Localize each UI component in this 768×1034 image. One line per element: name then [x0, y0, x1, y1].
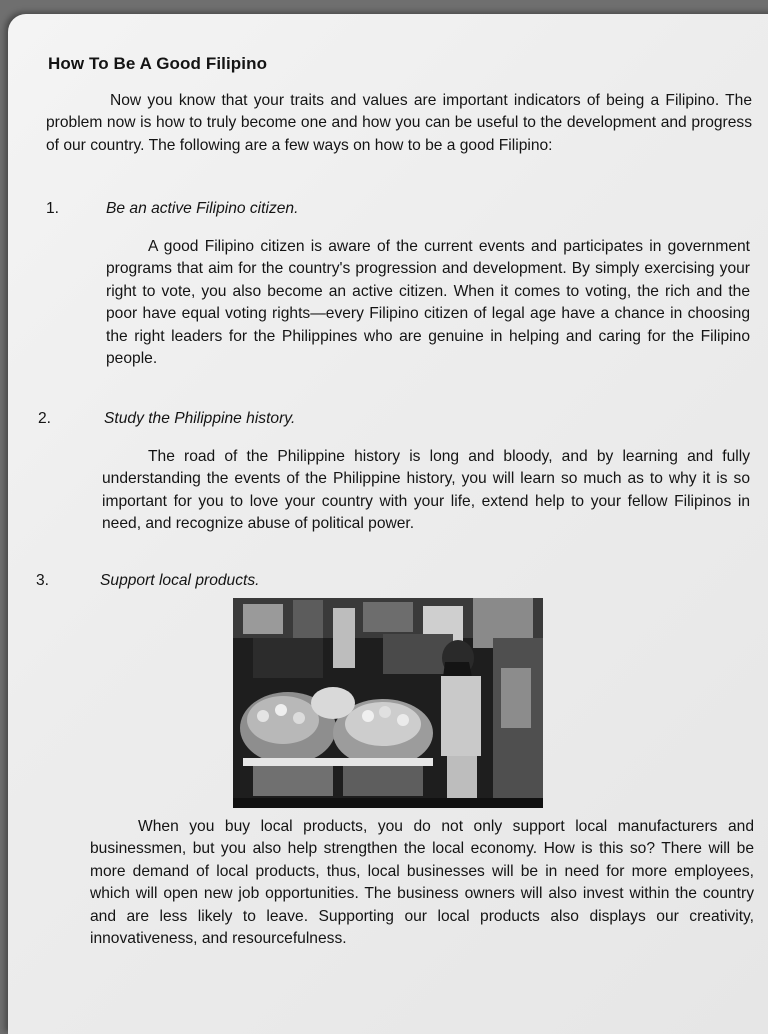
market-stall-photo	[233, 598, 543, 808]
item-3-body: When you buy local products, you do not only support local manufacturers and businessmen, but you also help strengthen the local economy. How is this so? There will be more demand of local products, thus, local businesses will be in need for more employees, which will open new job opportunities. The business owners will also invest within the country and are less likely to leave. Supporting our local products also displays our creativity, innovativeness, and resourcefulness.	[90, 818, 754, 948]
page-title: How To Be A Good Filipino	[48, 54, 268, 73]
item-3-number: 3.	[36, 572, 50, 589]
textbook-page	[8, 14, 768, 1034]
item-2-number: 2.	[38, 410, 52, 427]
item-3-heading: Support local products.	[100, 572, 260, 589]
item-1-number: 1.	[46, 200, 60, 217]
item-2-body: The road of the Philippine history is long and bloody, and by learning and fully understanding the events of the Philippine history, you will learn so much as to why it is so important for you to love your country with your life, extend help to your fellow Filipinos in need, and recognize abuse of political power.	[102, 448, 750, 533]
intro-paragraph: Now you know that your traits and values are important indicators of being a Filipino. The problem now is how to truly become one and how you can be useful to the development and progress of our country. The following are a few ways on how to be a good Filipino:	[46, 92, 752, 154]
item-2-heading: Study the Philippine history.	[104, 410, 296, 427]
item-1-heading: Be an active Filipino citizen.	[106, 200, 299, 217]
market-stall-icon	[233, 598, 543, 808]
item-1-body: A good Filipino citizen is aware of the current events and participates in government programs that aim for the country's progression and development. By simply exercising your right to vote, you also become an active citizen. When it comes to voting, the rich and the poor have equal voting rights—every Filipino citizen of legal age have a chance in choosing the right leaders for the Philippines who are genuine in helping and caring for the Filipino people.	[106, 238, 750, 368]
